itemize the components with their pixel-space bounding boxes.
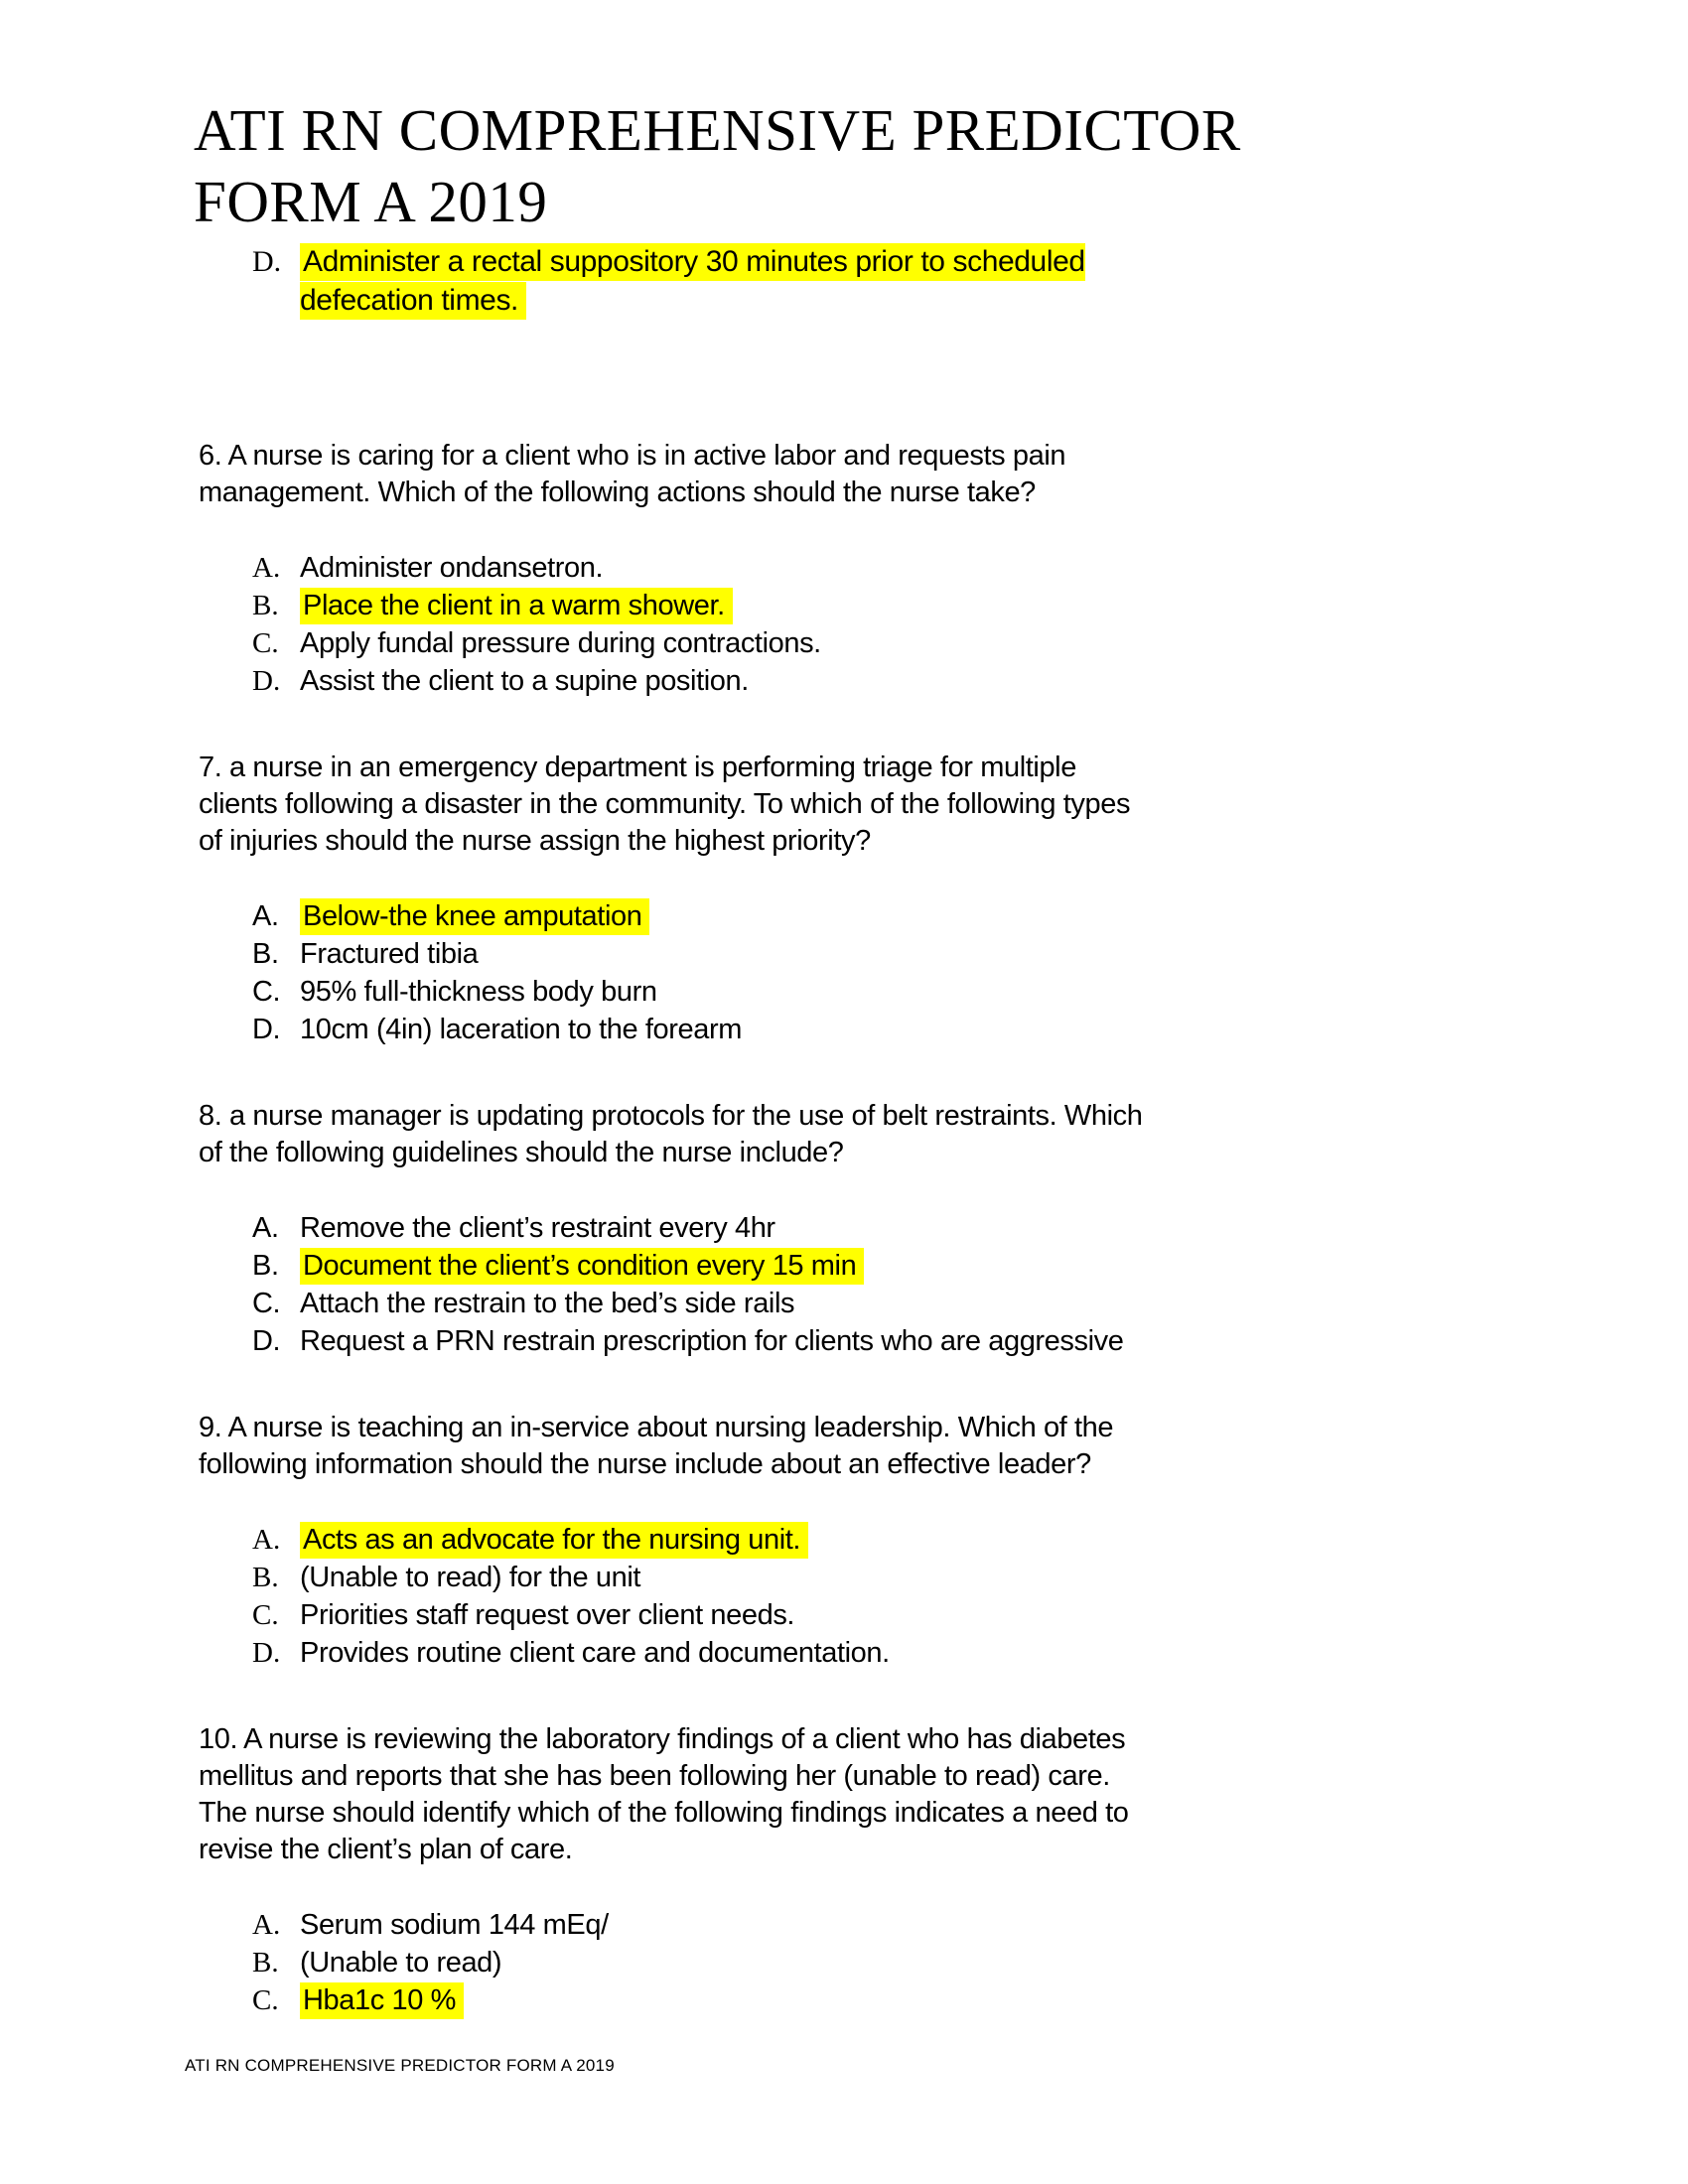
options-list	[199, 1521, 1440, 1672]
option-text-value: Fractured tibia	[300, 938, 479, 970]
option-text	[300, 1322, 1123, 1360]
option-row	[199, 1285, 1440, 1322]
option-text-value: Apply fundal pressure during contractions.	[300, 627, 821, 659]
question-stem-line: 9. A nurse is teaching an in-service about nursing leadership. Which of the	[199, 1412, 1114, 1443]
highlighted-text: Document the client’s condition every 15 min	[300, 1248, 864, 1285]
option-text	[300, 1944, 501, 1981]
option-row	[199, 935, 1440, 973]
option-letter: C.	[252, 1984, 279, 2016]
option-letter: A.	[252, 1212, 279, 1244]
option-letter: C.	[252, 1599, 279, 1631]
option-text-value: Attach the restrain to the bed’s side rails	[300, 1288, 795, 1319]
question-stem-line: revise the client’s plan of care.	[199, 1834, 573, 1865]
option-row	[199, 1521, 1440, 1559]
question-stem-line: The nurse should identify which of the following findings indicates a need to	[199, 1797, 1129, 1829]
option-text	[300, 935, 478, 973]
page-title	[194, 94, 1440, 237]
question	[199, 438, 1440, 700]
option-row	[199, 624, 1440, 662]
option-text	[300, 973, 657, 1011]
question-stem-line: 6. A nurse is caring for a client who is in active labor and requests pain	[199, 440, 1066, 472]
option-letter: A.	[252, 900, 279, 932]
option-text-value: Provides routine client care and documentation.	[300, 1637, 890, 1669]
option-text	[300, 1247, 864, 1285]
option-row	[199, 1247, 1440, 1285]
highlighted-text: Place the client in a warm shower.	[300, 588, 733, 624]
options-list	[199, 1906, 1440, 2019]
highlighted-text: Acts as an advocate for the nursing unit.	[300, 1522, 808, 1559]
option-row	[199, 1634, 1440, 1672]
question-stem-line: of the following guidelines should the nurse include?	[199, 1137, 844, 1168]
question-stem-line: management. Which of the following actions should the nurse take?	[199, 477, 1036, 508]
option-text	[300, 897, 649, 935]
option-text-value: 95% full-thickness body burn	[300, 976, 657, 1008]
option-text	[300, 1634, 890, 1672]
question-list	[199, 438, 1440, 2019]
option-row	[199, 1011, 1440, 1048]
option-text	[300, 1521, 808, 1559]
option-letter: D.	[252, 665, 281, 697]
option-text-value: (Unable to read) for the unit	[300, 1562, 641, 1593]
question-stem-line: clients following a disaster in the community. To which of the following types	[199, 788, 1131, 820]
question	[199, 1098, 1440, 1360]
options-list	[199, 549, 1440, 700]
option-text	[300, 587, 733, 624]
option-row	[199, 1596, 1440, 1634]
option-row	[199, 897, 1440, 935]
option-text-value: Assist the client to a supine position.	[300, 665, 749, 697]
question-stem-line: 8. a nurse manager is updating protocols for the use of belt restraints. Which	[199, 1100, 1143, 1132]
option-letter: B.	[252, 1562, 279, 1593]
option-letter: A.	[252, 552, 281, 584]
option-letter: B.	[252, 1947, 279, 1979]
question-stem	[199, 1721, 1440, 1868]
option-row	[199, 1981, 1440, 2019]
option-text	[300, 1559, 640, 1596]
question-stem-line: of injuries should the nurse assign the highest priority?	[199, 825, 871, 857]
option-text-value: Administer ondansetron.	[300, 552, 604, 584]
option-text-value: Serum sodium 144 mEq/	[300, 1909, 609, 1941]
question-stem	[199, 1098, 1440, 1171]
option-row	[199, 662, 1440, 700]
question	[199, 1721, 1440, 2019]
option-text	[300, 624, 821, 662]
page-title-line-1: ATI RN COMPREHENSIVE PREDICTOR	[194, 97, 1241, 163]
option-text	[300, 1209, 775, 1247]
option-letter: D.	[252, 1325, 281, 1357]
option-letter: A.	[252, 1909, 281, 1941]
option-text-value: (Unable to read)	[300, 1947, 502, 1979]
option-text-value: Request a PRN restrain prescription for clients who are aggressive	[300, 1325, 1124, 1357]
option-text-value: 10cm (4in) laceration to the forearm	[300, 1014, 742, 1045]
option-letter: B.	[252, 1250, 279, 1282]
option-letter: B.	[252, 590, 279, 621]
highlighted-text: Below-the knee amputation	[300, 898, 649, 935]
question-stem-line: 7. a nurse in an emergency department is performing triage for multiple	[199, 751, 1076, 783]
option-row	[199, 1559, 1440, 1596]
option-row	[199, 242, 1440, 320]
option-letter: D.	[252, 1014, 281, 1045]
option-text	[300, 1906, 609, 1944]
options-list	[199, 897, 1440, 1048]
option-letter: B.	[252, 938, 279, 970]
carryover-option	[199, 242, 1440, 320]
option-row	[199, 1944, 1440, 1981]
question-stem-line: mellitus and reports that she has been following her (unable to read) care.	[199, 1760, 1110, 1792]
option-row	[199, 1209, 1440, 1247]
question	[199, 750, 1440, 1048]
options-list	[199, 1209, 1440, 1360]
option-row	[199, 973, 1440, 1011]
option-text	[300, 1285, 794, 1322]
option-row	[199, 1906, 1440, 1944]
question-stem-line: following information should the nurse include about an effective leader?	[199, 1448, 1091, 1480]
question-stem	[199, 438, 1440, 511]
question-stem	[199, 750, 1440, 860]
option-row	[199, 549, 1440, 587]
question	[199, 1410, 1440, 1672]
page-footer: ATI RN COMPREHENSIVE PREDICTOR FORM A 2019	[185, 2056, 615, 2075]
option-letter: D.	[252, 1637, 281, 1669]
option-letter: C.	[252, 1288, 281, 1319]
option-text	[300, 1981, 464, 2019]
option-row	[199, 1322, 1440, 1360]
option-text	[300, 1011, 742, 1048]
page-title-line-2: FORM A 2019	[194, 169, 548, 234]
option-text-line-1: Administer a rectal suppository 30 minutes prior to scheduled	[303, 245, 1085, 278]
highlighted-text	[300, 243, 1085, 320]
option-text	[300, 242, 1085, 320]
option-letter: D.	[252, 245, 282, 278]
option-text-value: Priorities staff request over client needs.	[300, 1599, 795, 1631]
option-text	[300, 1596, 794, 1634]
option-text	[300, 549, 603, 587]
option-text	[300, 662, 749, 700]
option-row	[199, 587, 1440, 624]
option-letter: C.	[252, 976, 281, 1008]
option-text-line-2: defecation times.	[300, 284, 518, 317]
option-letter: C.	[252, 627, 279, 659]
highlighted-text: Hba1c 10 %	[300, 1982, 464, 2019]
option-letter: A.	[252, 1524, 281, 1556]
option-text-value: Remove the client’s restraint every 4hr	[300, 1212, 775, 1244]
question-stem-line: 10. A nurse is reviewing the laboratory findings of a client who has diabetes	[199, 1723, 1126, 1755]
question-stem	[199, 1410, 1440, 1483]
